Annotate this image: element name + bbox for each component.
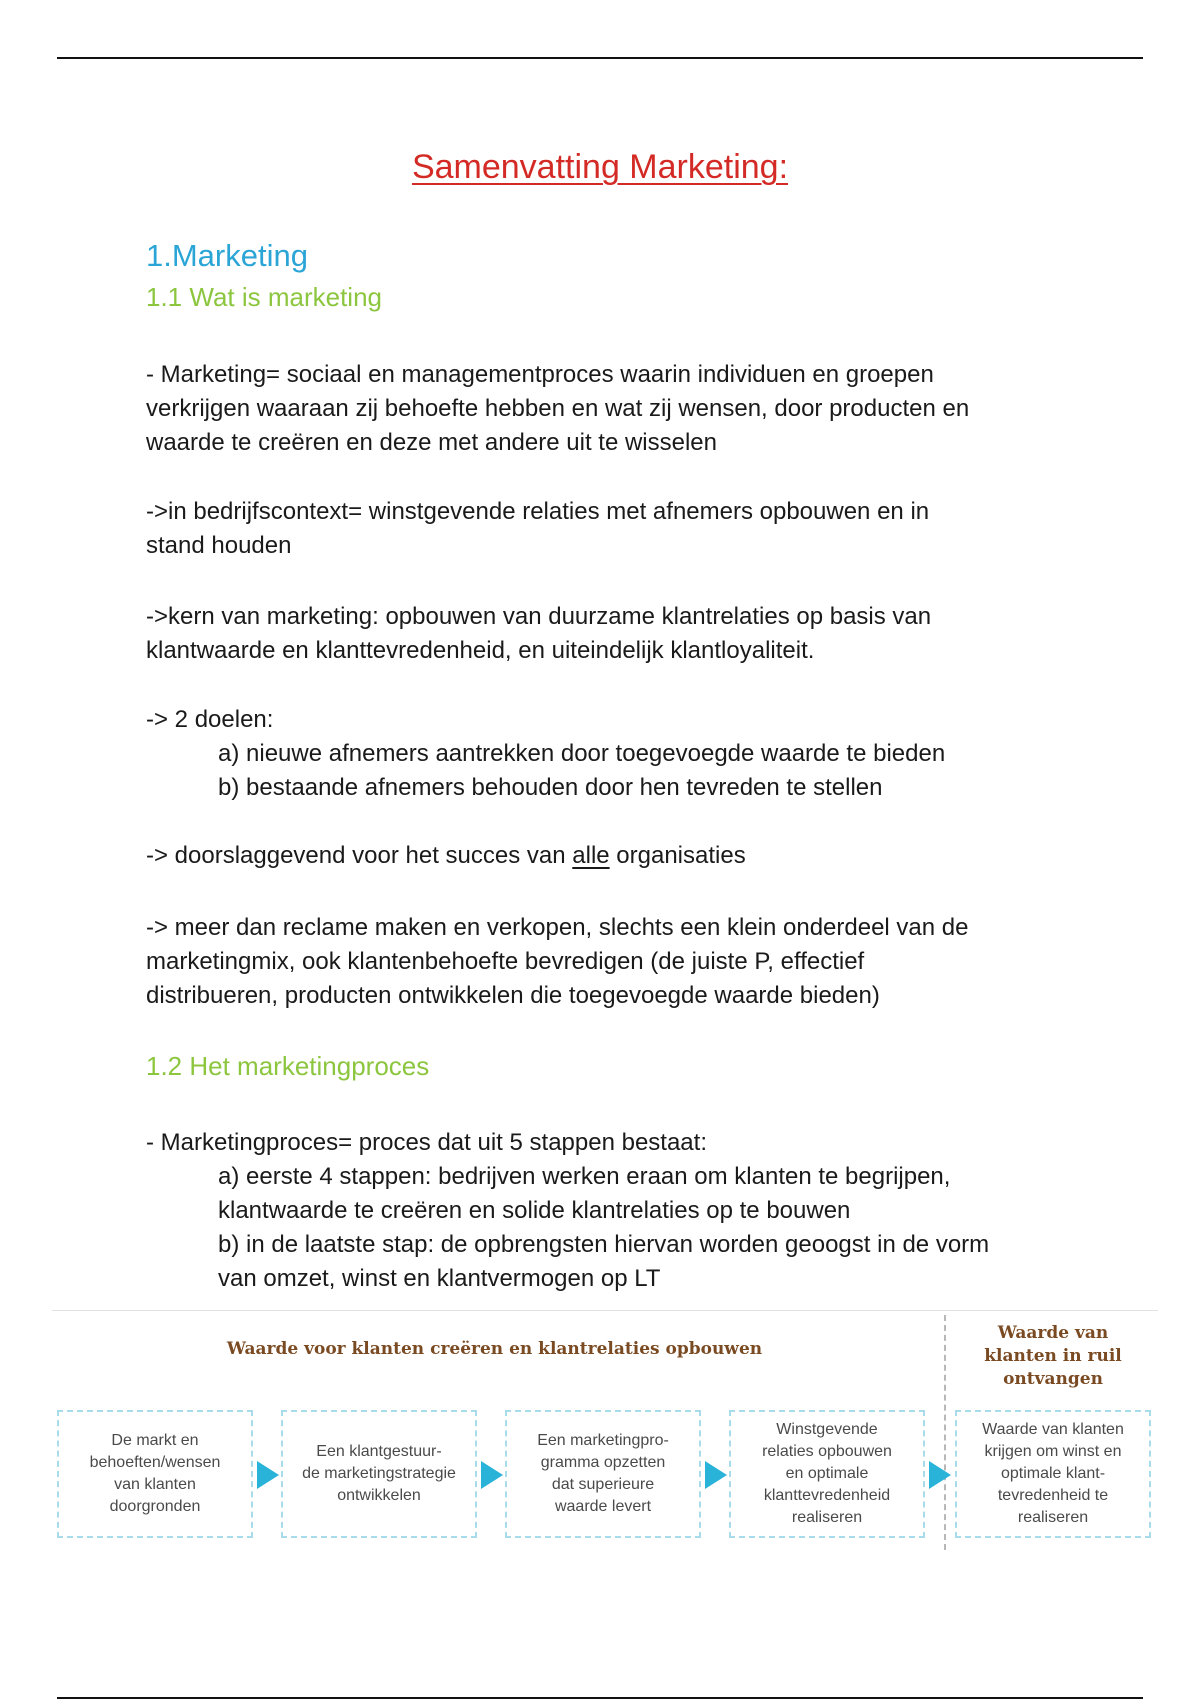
goal-item: b) bestaande afnemers behouden door hen tevreden te stellen [218, 774, 883, 801]
process-step-line: b) in de laatste stap: de opbrengsten hiervan worden geoogst in de vorm [218, 1231, 990, 1258]
diagram-top-border [52, 1310, 1158, 1311]
underlined-word: alle [572, 842, 610, 869]
text-line: stand houden [146, 532, 292, 559]
process-step-box [729, 1410, 925, 1538]
page-title: Samenvatting Marketing: [411, 148, 789, 186]
text-line: -> meer dan reclame maken en verkopen, slechts een klein onderdeel van de [146, 914, 969, 941]
arrow-right-icon [481, 1461, 503, 1489]
text-line: distribueren, producten ontwikkelen die toegevoegde waarde bieden) [146, 982, 880, 1009]
text-line [146, 839, 1066, 873]
text-line: ->kern van marketing: opbouwen van duurzame klantrelaties op basis van [146, 603, 932, 630]
core-paragraph [146, 600, 1066, 668]
diagram-group-title-capture-value: Waarde van klanten in ruil ontvangen [984, 1323, 1122, 1389]
header-rule [57, 57, 1143, 59]
process-intro: - Marketingproces= proces dat uit 5 stappen bestaat: [146, 1129, 707, 1156]
goals-intro: -> 2 doelen: [146, 706, 274, 733]
process-step-line: van omzet, winst en klantvermogen op LT [218, 1265, 661, 1292]
text-line: - Marketing= sociaal en managementproces waarin individuen en groepen [146, 361, 934, 388]
text-line: verkrijgen waaraan zij behoefte hebben en wat zij wensen, door producten en [146, 395, 970, 422]
process-step-box [57, 1410, 253, 1538]
decisive-text-after: organisaties [609, 842, 746, 869]
process-step-text: Waarde van klanten krijgen om winst en optimale klant- tevredenheid te realiseren [982, 1421, 1124, 1526]
footer-rule [57, 1697, 1143, 1699]
text-line: ->in bedrijfscontext= winstgevende relaties met afnemers opbouwen en in [146, 498, 930, 525]
process-step-box [505, 1410, 701, 1538]
definition-paragraph [146, 358, 1066, 460]
subsection-heading-marketingproces: 1.2 Het marketingproces [146, 1051, 430, 1081]
goals-paragraph [146, 703, 1066, 805]
decisive-paragraph [146, 839, 1066, 873]
text-line: waarde te creëren en deze met andere uit te wisselen [146, 429, 717, 456]
process-step-box [281, 1410, 477, 1538]
process-step-text: Een klantgestuur- de marketingstrategie ontwikkelen [302, 1443, 456, 1504]
more-paragraph [146, 911, 1066, 1013]
text-line: klantwaarde en klanttevredenheid, en uiteindelijk klantloyaliteit. [146, 637, 815, 664]
process-step-line: a) eerste 4 stappen: bedrijven werken eraan om klanten te begrijpen, [218, 1163, 951, 1190]
marketing-process-diagram [52, 1310, 1158, 1555]
context-paragraph [146, 495, 1066, 563]
diagram-divider [944, 1315, 946, 1550]
process-step-text: Een marketingpro- gramma opzetten dat superieure waarde levert [537, 1432, 669, 1515]
section-heading-marketing: 1.Marketing [146, 238, 308, 273]
process-step-text: De markt en behoeften/wensen van klanten doorgronden [89, 1432, 221, 1515]
decisive-text-before: -> doorslaggevend voor het succes van [146, 842, 573, 869]
process-step-box [955, 1410, 1151, 1538]
text-line: marketingmix, ook klantenbehoefte bevredigen (de juiste P, effectief [146, 948, 865, 975]
goal-item: a) nieuwe afnemers aantrekken door toegevoegde waarde te bieden [218, 740, 946, 767]
subsection-heading-wat-is-marketing: 1.1 Wat is marketing [146, 282, 383, 312]
arrow-right-icon [929, 1461, 951, 1489]
arrow-right-icon [705, 1461, 727, 1489]
process-step-line: klantwaarde te creëren en solide klantrelaties op te bouwen [218, 1197, 851, 1224]
process-paragraph [146, 1126, 1066, 1296]
diagram-group-title-create-value: Waarde voor klanten creëren en klantrelaties opbouwen [226, 1339, 763, 1359]
arrow-right-icon [257, 1461, 279, 1489]
process-step-text: Winstgevende relaties opbouwen en optimale klanttevredenheid realiseren [762, 1421, 892, 1526]
